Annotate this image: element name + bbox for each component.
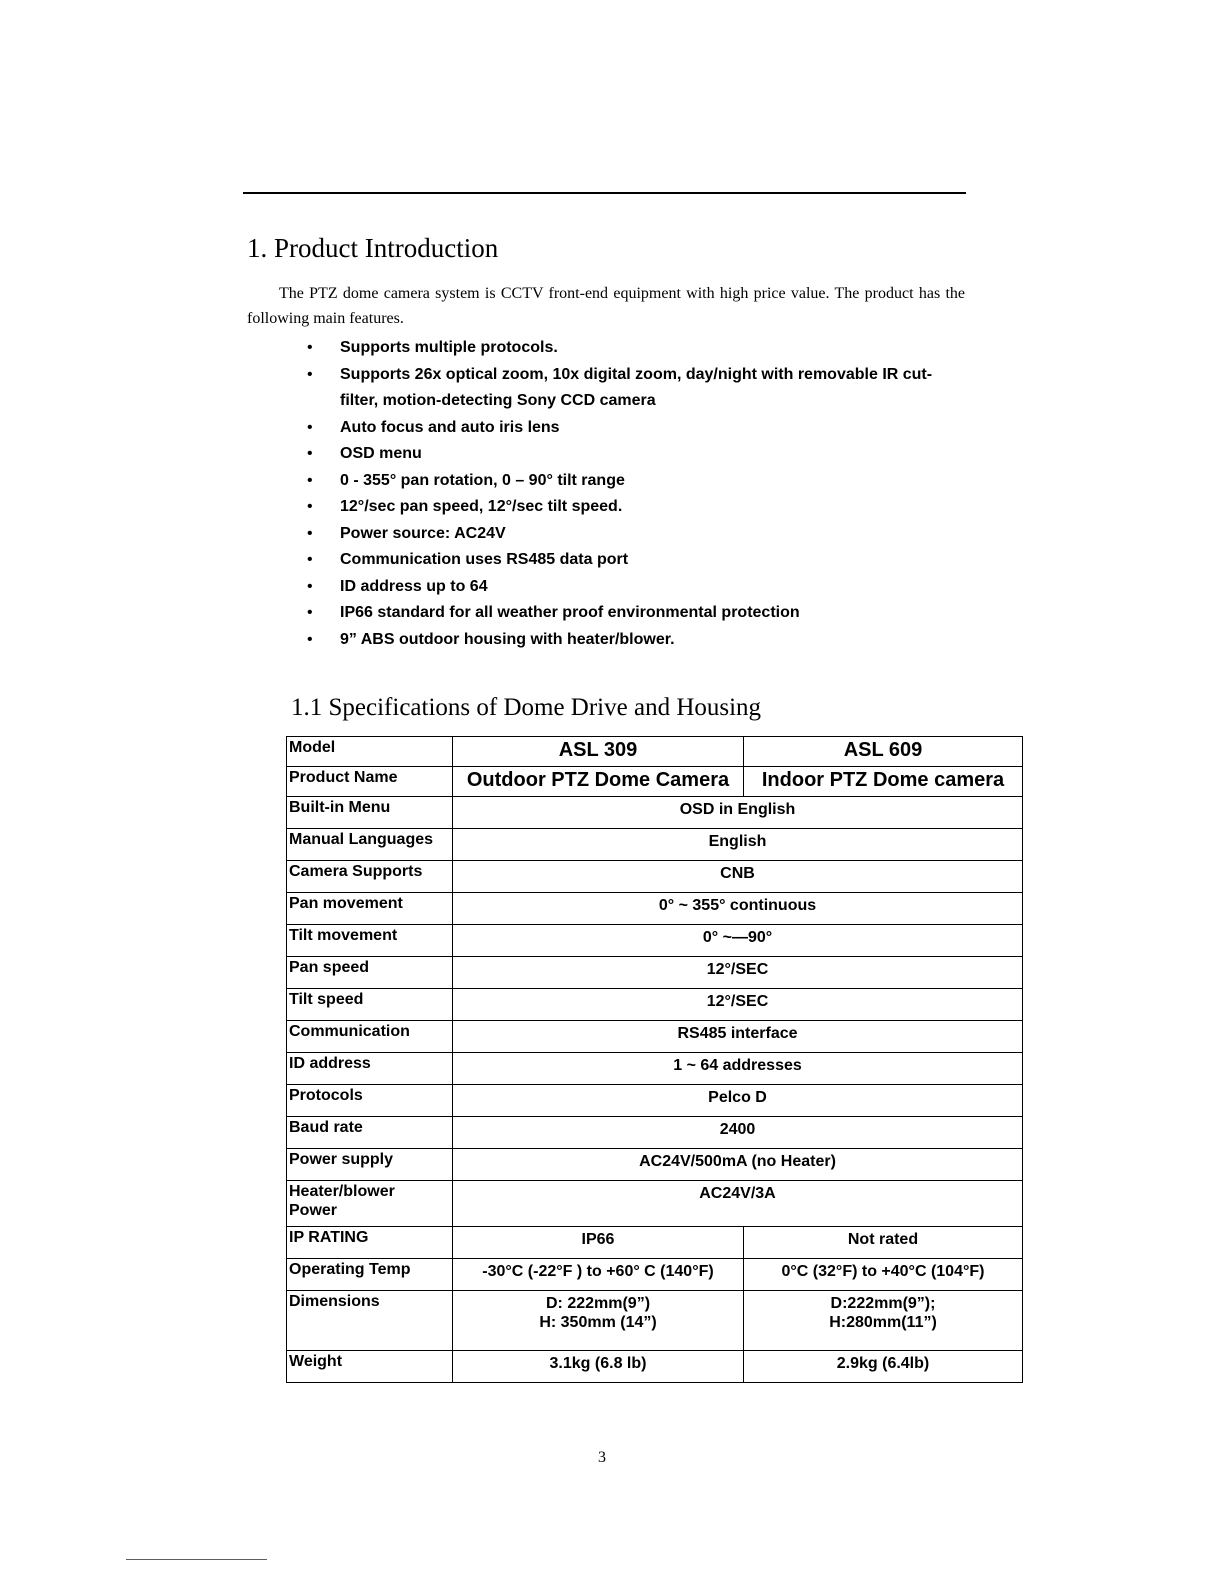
bullet-icon: •: [307, 577, 313, 595]
table-row: [287, 893, 1023, 925]
table-row: [287, 1227, 1023, 1259]
row-label: Operating Temp: [287, 1259, 453, 1291]
table-row: [287, 767, 1023, 797]
feature-list: [305, 335, 955, 653]
subsection-title: 1.1 Specifications of Dome Drive and Housing: [291, 694, 762, 721]
feature-text: OSD menu: [340, 445, 422, 462]
bullet-icon: •: [307, 604, 313, 621]
footnote-rule: [126, 1559, 267, 1560]
bullet-icon: •: [307, 524, 313, 542]
feature-text: ID address up to 64: [340, 577, 488, 595]
feature-text: Communication uses RS485 data port: [340, 551, 629, 568]
row-value: 12°/SEC: [453, 989, 1023, 1021]
row-label: Camera Supports: [287, 861, 453, 893]
feature-text: IP66 standard for all weather proof environmental protection: [340, 604, 800, 621]
row-value: AC24V/500mA (no Heater): [453, 1149, 1023, 1181]
dimensions-line: D: 222mm(9”): [545, 1295, 651, 1312]
bullet-icon: •: [307, 630, 313, 648]
row-label: Product Name: [287, 767, 453, 797]
row-label: ID address: [287, 1053, 453, 1085]
row-value: RS485 interface: [453, 1021, 1023, 1053]
row-label: [287, 1181, 453, 1227]
feature-item: [305, 415, 955, 442]
table-row: [287, 797, 1023, 829]
row-value: AC24V/3A: [453, 1181, 1023, 1227]
feature-text: 9” ABS outdoor housing with heater/blower.: [340, 630, 675, 648]
bullet-icon: •: [307, 339, 313, 356]
model-asl609: ASL 609: [744, 737, 1023, 767]
row-value: 2400: [453, 1117, 1023, 1149]
row-value: 1 ~ 64 addresses: [453, 1053, 1023, 1085]
product-name-asl609: Indoor PTZ Dome camera: [744, 767, 1023, 797]
page-number: 3: [598, 1449, 606, 1466]
row-value: 12°/SEC: [453, 957, 1023, 989]
row-label: Model: [287, 737, 453, 767]
table-row: [287, 1021, 1023, 1053]
table-row: [287, 737, 1023, 767]
feature-item: [305, 468, 955, 495]
feature-item: [305, 627, 955, 654]
row-label: Protocols: [287, 1085, 453, 1117]
header-rule: [243, 192, 966, 194]
dimensions-asl609: [744, 1291, 1023, 1351]
row-value: English: [453, 829, 1023, 861]
row-value: Pelco D: [453, 1085, 1023, 1117]
row-label: IP RATING: [287, 1227, 453, 1259]
section-title: 1. Product Introduction: [247, 233, 499, 263]
dimensions-line: H: 350mm (14”): [539, 1314, 657, 1331]
ip-rating-asl309: IP66: [453, 1227, 744, 1259]
feature-text: 12°/sec pan speed, 12°/sec tilt speed.: [340, 498, 623, 515]
bullet-icon: •: [307, 551, 313, 568]
feature-item: [305, 547, 955, 574]
feature-item: [305, 521, 955, 548]
dimensions-line: D:222mm(9”);: [830, 1295, 936, 1312]
feature-text: Auto focus and auto iris lens: [340, 418, 560, 436]
feature-item: [305, 441, 955, 468]
dimensions-line: H:280mm(11”): [829, 1314, 937, 1331]
row-value: 0° ~—90°: [453, 925, 1023, 957]
weight-asl609: 2.9kg (6.4lb): [744, 1351, 1023, 1383]
ip-rating-asl609: Not rated: [744, 1227, 1023, 1259]
weight-asl309: 3.1kg (6.8 lb): [453, 1351, 744, 1383]
feature-item: [305, 600, 955, 627]
row-value: OSD in English: [453, 797, 1023, 829]
feature-text: Supports multiple protocols.: [340, 339, 558, 356]
table-row: [287, 829, 1023, 861]
row-label: Pan movement: [287, 893, 453, 925]
row-label: Power supply: [287, 1149, 453, 1181]
spec-table: [286, 736, 1023, 1383]
operating-temp-asl309: -30°C (-22°F ) to +60° C (140°F): [453, 1259, 744, 1291]
feature-text: Power source: AC24V: [340, 524, 506, 542]
bullet-icon: •: [307, 365, 313, 383]
product-name-asl309: Outdoor PTZ Dome Camera: [453, 767, 744, 797]
table-row: [287, 1085, 1023, 1117]
table-row: [287, 1351, 1023, 1383]
feature-text: 0 - 355° pan rotation, 0 – 90° tilt range: [340, 471, 625, 489]
row-label: Manual Languages: [287, 829, 453, 861]
row-label: Weight: [287, 1351, 453, 1383]
row-value: CNB: [453, 861, 1023, 893]
table-row: [287, 861, 1023, 893]
row-label: Built-in Menu: [287, 797, 453, 829]
feature-item: [305, 335, 955, 362]
row-label-line: Heater/blower: [289, 1183, 395, 1200]
row-value: 0° ~ 355° continuous: [453, 893, 1023, 925]
table-row: [287, 1117, 1023, 1149]
operating-temp-asl609: 0°C (32°F) to +40°C (104°F): [744, 1259, 1023, 1291]
model-asl309: ASL 309: [453, 737, 744, 767]
feature-item: [305, 362, 955, 415]
table-row: [287, 925, 1023, 957]
bullet-icon: •: [307, 498, 313, 515]
row-label: Tilt speed: [287, 989, 453, 1021]
feature-item: [305, 494, 955, 521]
row-label: Dimensions: [287, 1291, 453, 1351]
intro-paragraph: The PTZ dome camera system is CCTV front-end equipment with high price value. The product has the following main features.: [247, 285, 965, 327]
table-row: [287, 1053, 1023, 1085]
dimensions-asl309: [453, 1291, 744, 1351]
row-label: Communication: [287, 1021, 453, 1053]
table-row: [287, 1291, 1023, 1351]
row-label: Tilt movement: [287, 925, 453, 957]
feature-item: [305, 574, 955, 601]
row-label: Pan speed: [287, 957, 453, 989]
table-row: [287, 957, 1023, 989]
table-row: [287, 989, 1023, 1021]
table-row: [287, 1181, 1023, 1227]
bullet-icon: •: [307, 471, 313, 489]
table-row: [287, 1259, 1023, 1291]
row-label: Baud rate: [287, 1117, 453, 1149]
table-row: [287, 1149, 1023, 1181]
row-label-line: Power: [289, 1202, 338, 1219]
bullet-icon: •: [307, 445, 313, 462]
feature-text: Supports 26x optical zoom, 10x digital zoom, day/night with removable IR cut-filter, motion-detecting Sony CCD camera: [340, 365, 933, 409]
bullet-icon: •: [307, 418, 313, 436]
